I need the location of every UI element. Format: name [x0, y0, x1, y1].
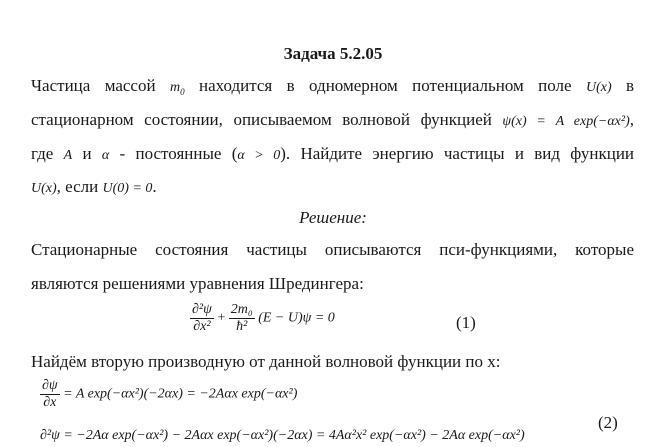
problem-text: где [31, 144, 54, 163]
problem-text: стационарном состоянии, описываемом волновой функцией [31, 110, 492, 129]
constant-A: A [63, 148, 73, 163]
potential-symbol: U(x) [31, 181, 57, 196]
schrodinger-equation: $\frac{\text{∂²ψ}}{\text{∂x²}}$ + $\frac{\text{2m₀}}{\text{ħ²}}$ (E − U)ψ = 0 [192, 302, 335, 334]
problem-text: - постоянные ( [119, 144, 238, 163]
potential-symbol: U(x) [585, 80, 612, 95]
problem-text: и [82, 144, 92, 163]
solution-line-2: являются решениями уравнения Шредингера: [31, 274, 364, 293]
equation-number-2: (2) [598, 413, 618, 432]
boundary-condition: U(0) = 0 [102, 181, 153, 196]
problem-text: находится в одномерном потенциальном поле [198, 76, 572, 95]
alpha-condition: α > 0 [237, 148, 281, 163]
solution-line-1: Стационарные состояния частицы описываются пси-функциями, которые [31, 240, 634, 259]
problem-line-2: стационарном состоянии, описываемом волновой функцией ψ(x) = A exp(−αx²), [31, 110, 634, 129]
wavefunction-formula: ψ(x) = A exp(−αx²) [502, 114, 630, 129]
problem-line-3 [31, 144, 634, 164]
problem-line-1 [31, 76, 634, 97]
constant-alpha: α [101, 148, 110, 163]
problem-line-4: U(x), если U(0) = 0. [31, 177, 157, 196]
solution-line-3: Найдём вторую производную от данной волновой функции по x: [31, 352, 501, 371]
first-derivative-equation: $\frac{\partial\psi}{\partial x}$ = A exp(−αx²)(−2αx) = −2Aαx exp(−αx²) [42, 378, 298, 410]
mass-symbol: $m_0$ [169, 80, 185, 97]
problem-text: ). Найдите энергию частицы и вид функции [280, 144, 635, 163]
problem-text: в [626, 76, 635, 95]
problem-title: Задача 5.2.05 [283, 44, 383, 63]
solution-heading: Решение: [299, 208, 367, 227]
problem-text: Частица массой [31, 76, 156, 95]
equation-number-1: (1) [456, 313, 476, 332]
problem-text: , если [56, 177, 99, 196]
second-derivative-equation: ∂²ψ = −2Aα exp(−αx²) − 2Aαx exp(−αx²)(−2αx) = 4Aα²x² exp(−αx²) − 2Aα exp(−αx²) [40, 428, 525, 443]
